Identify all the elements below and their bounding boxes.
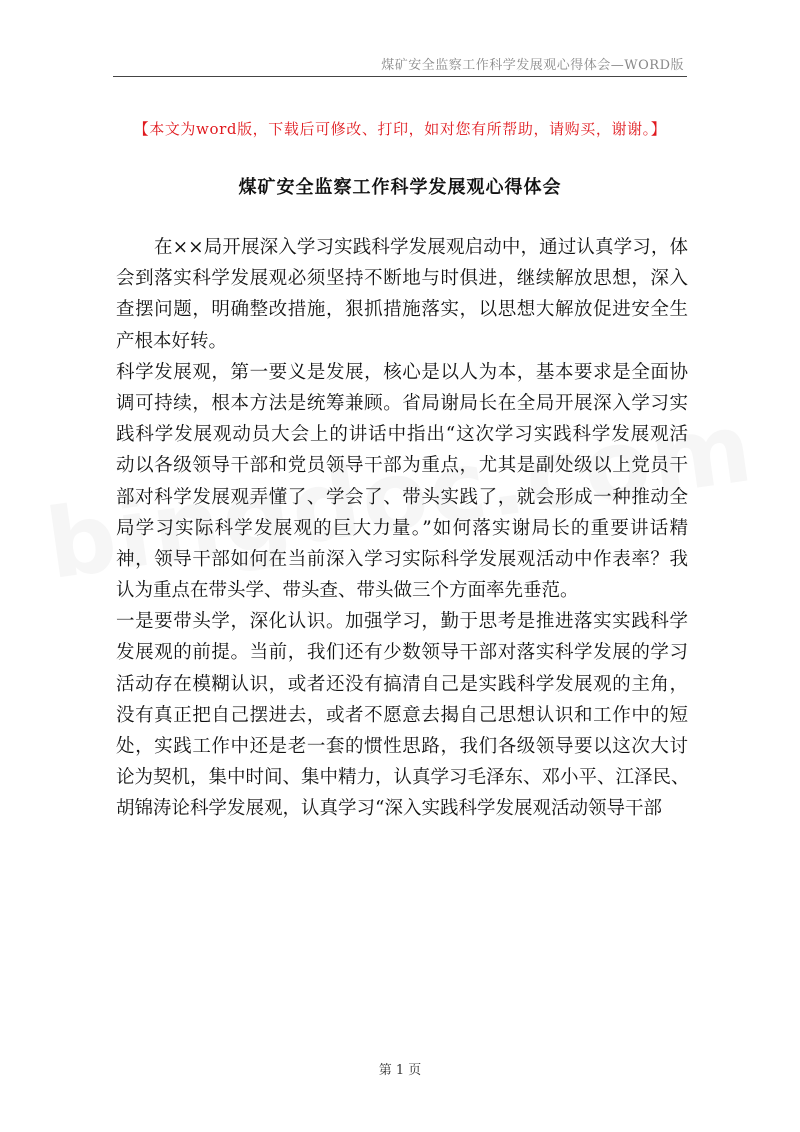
paragraph-line: 调可持续，根本方法是统筹兼顾。省局谢局长在全局开展深入学习实 [116,392,688,414]
header-divider [113,76,687,77]
paragraph-line: 在××局开展深入学习实践科学发展观启动中，通过认真学习，体 [154,237,688,258]
document-title: 煤矿安全监察工作科学发展观心得体会 [238,177,562,198]
paragraph [116,606,688,824]
paragraph-line: 认为重点在带头学、带头查、带头做三个方面率先垂范。 [116,580,579,602]
paragraph-line: 发展观的前提。当前，我们还有少数领导干部对落实科学发展的学习 [116,642,688,664]
paragraph-line: 局学习实际科学发展观的巨大力量。”如何落实谢局长的重要讲话精 [116,517,688,539]
paragraph-line: 践科学发展观动员大会上的讲话中指出“这次学习实践科学发展观活 [116,424,688,446]
paragraph-line: 动以各级领导干部和党员领导干部为重点，尤其是副处级以上党员干 [116,455,688,477]
paragraph-line: 一是要带头学，深化认识。加强学习，勤于思考是推进落实实践科学 [116,611,688,633]
paragraph-line: 处，实践工作中还是老一套的惯性思路，我们各级领导要以这次大讨 [116,736,688,757]
paragraph-line: 查摆问题，明确整改措施，狠抓措施落实，以思想大解放促进安全生 [116,299,688,321]
paragraph [116,357,688,607]
running-header: 煤矿安全监察工作科学发展观心得体会—WORD版 [381,58,684,73]
paragraph-line: 胡锦涛论科学发展观，认真学习“深入实践科学发展观活动领导干部 [116,798,662,820]
paragraph [116,232,688,357]
paragraph-line: 没有真正把自己摆进去，或者不愿意去揭自己思想认识和工作中的短 [116,704,688,726]
paragraph-line: 论为契机，集中时间、集中精力，认真学习毛泽东、邓小平、江泽民、 [116,767,690,789]
paragraph-line: 产根本好转。 [116,330,228,352]
document-body [116,232,688,825]
paragraph-line: 科学发展观，第一要义是发展，核心是以人为本，基本要求是全面协 [116,361,688,383]
page-number: 第 1 页 [378,1063,422,1078]
paragraph-line: 部对科学发展观弄懂了、学会了、带头实践了，就会形成一种推动全 [116,486,688,508]
paragraph-line: 神，领导干部如何在当前深入学习实际科学发展观活动中作表率？我 [116,548,688,570]
paragraph-line: 活动存在模糊认识，或者还没有搞清自己是实践科学发展观的主角， [116,673,688,695]
purchase-notice: 【本文为word版，下载后可修改、打印，如对您有所帮助，请购买，谢谢。】 [133,120,667,138]
paragraph-line: 会到落实科学发展观必须坚持不断地与时俱进，继续解放思想，深入 [116,268,688,290]
